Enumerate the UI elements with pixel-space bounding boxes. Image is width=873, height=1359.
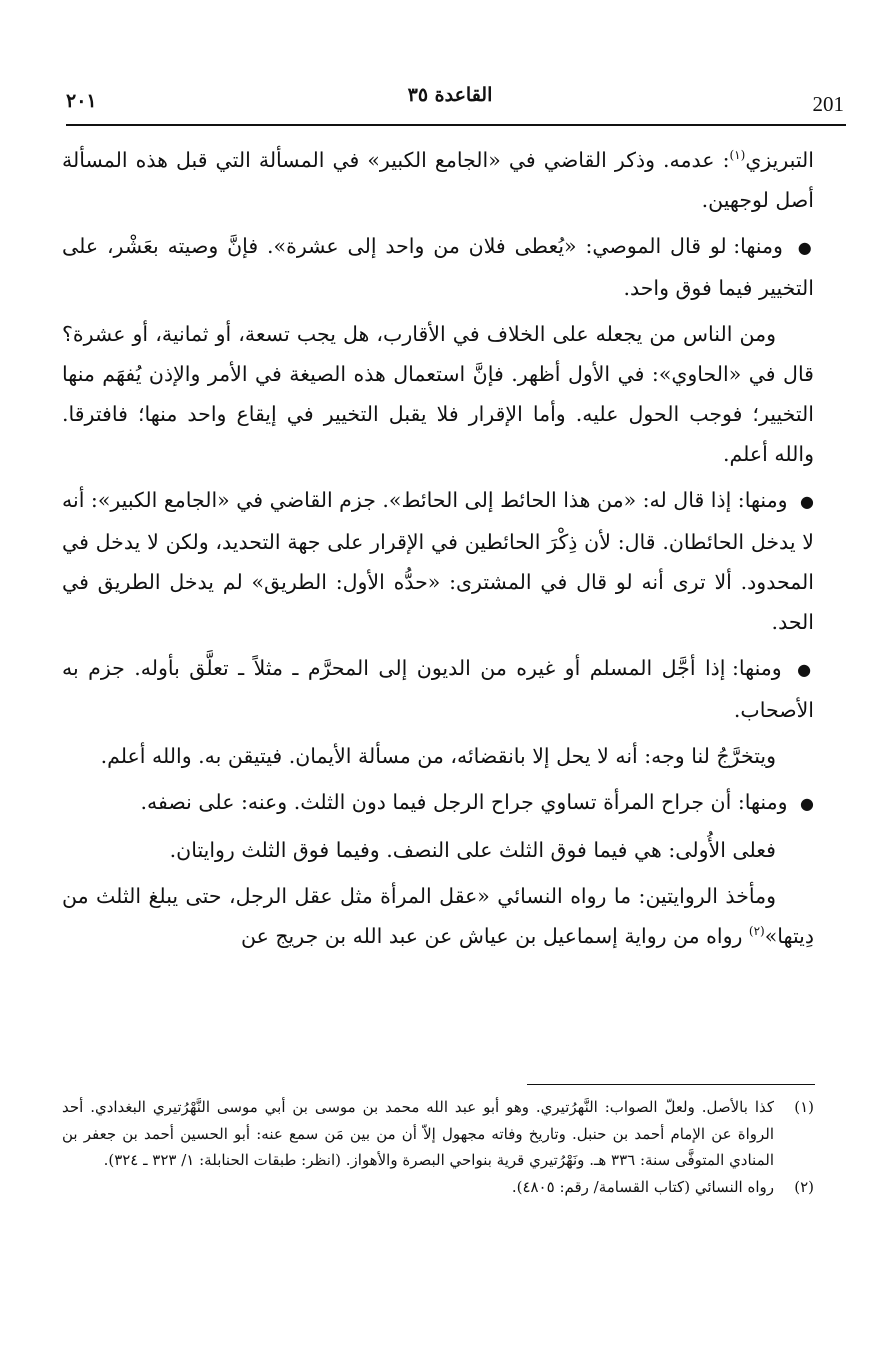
footnotes — [62, 1094, 814, 1200]
bullet-icon: ● — [800, 794, 814, 813]
paragraph — [62, 648, 814, 730]
paragraph — [62, 140, 814, 220]
bullet-icon: ● — [797, 660, 814, 679]
footnote-marker: (١) — [729, 148, 746, 163]
paragraph-text: ومنها: إذا أجَّل المسلم أو غيره من الديون إلى المحرَّم ـ مثلاً ـ تعلَّق بأوله. جزم به الأصحاب. — [62, 656, 814, 722]
page-number-latin: 201 — [812, 92, 844, 116]
paragraph-text: : عدمه. وذكر القاضي في «الجامع الكبير» في المسألة التي قبل هذه المسألة أصل لوجهين. — [62, 148, 814, 212]
footnote-rule — [527, 1084, 815, 1085]
paragraph-text: ومنها: أن جراح المرأة تساوي جراح الرجل فيما دون الثلث. وعنه: على نصفه. — [140, 790, 788, 814]
paragraph — [62, 830, 814, 870]
footnote-text: كذا بالأصل. ولعلّ الصواب: النَّهرُتيري. وهو أبو عبد الله محمد بن موسى بن أبي موسى النَّهْرُتيري البغدادي. أحد الرواة عن الإمام أحمد بن حنبل. وتاريخ وفاته مجهول إلاّ أن من بين مَن سمع عنه: أبو الحسين أحمد بن جعفر بن المنادي المتوفَّى سنة: ٣٣٦ هـ. ونَهْرُتيري قرية بنواحي البصرة والأهواز. (انظر: طبقات الحنابلة: ١/ ٣٢٣ ـ ٣٢٤). — [62, 1098, 774, 1169]
paragraph — [62, 314, 814, 474]
header-rule — [66, 124, 846, 126]
paragraph-text: ومأخذ الروايتين: ما رواه النسائي «عقل المرأة مثل عقل الرجل، حتى يبلغ الثلث من دِيتها» — [62, 884, 814, 948]
footnote-text: رواه النسائي (كتاب القسامة/ رقم: ٤٨٠٥). — [511, 1177, 774, 1196]
footnote — [62, 1094, 814, 1174]
paragraph — [62, 736, 814, 776]
paragraph-text: رواه من رواية إسماعيل بن عياش عن عبد الله بن جريج عن — [240, 924, 749, 948]
page-header-title: القاعدة ٣٥ — [407, 84, 493, 106]
footnote-number: (١) — [794, 1098, 814, 1116]
paragraph-text: ومنها: إذا قال له: «من هذا الحائط إلى الحائط». جزم القاضي في «الجامع الكبير»: أنه لا يدخل الحائطان. قال: لأن ذِكْرَ الحائطين في الإقرار على جهة التحديد، ولكن لا يدخل في المحدود. ألا ترى أنه لو قال في المشترى: «حدُّه الأول: الطريق» لم يدخل الطريق في الحد. — [62, 488, 814, 634]
paragraph — [62, 782, 814, 824]
bullet-icon: ● — [800, 492, 814, 511]
paragraph-text: ومن الناس من يجعله على الخلاف في الأقارب، هل يجب تسعة، أو ثمانية، أو عشرة؟ قال في «الحاوي»: في الأول أظهر. فإنَّ استعمال هذه الصيغة في الأمر والإذن يُفهَم منها التخيير؛ فوجب الحول عليه. وأما الإقرار فلا يقبل التخيير في إيقاع واحد منها؛ فافترقا. والله أعلم. — [62, 322, 814, 466]
paragraph-text: التبريزي — [745, 148, 814, 172]
paragraph — [62, 226, 814, 308]
bullet-icon: ● — [797, 238, 814, 257]
paragraph — [62, 876, 814, 956]
footnote-number: (٢) — [794, 1177, 814, 1196]
page-number-arabic: ٢٠١ — [66, 90, 97, 112]
body-text — [62, 140, 814, 962]
paragraph-text: ويتخرَّجُ لنا وجه: أنه لا يحل إلا بانقضائه، من مسألة الأيمان. فيتيقن به. والله أعلم. — [100, 744, 776, 768]
paragraph — [62, 480, 814, 642]
footnote-marker: (٢) — [748, 924, 765, 939]
paragraph-text: ومنها: لو قال الموصي: «يُعطى فلان من واحد إلى عشرة». فإنَّ وصيته بعَشْر، على التخيير فيما فوق واحد. — [62, 234, 814, 300]
paragraph-text: فعلى الأُولى: هي فيما فوق الثلث على النصف. وفيما فوق الثلث روايتان. — [169, 838, 776, 862]
footnote — [62, 1174, 814, 1201]
